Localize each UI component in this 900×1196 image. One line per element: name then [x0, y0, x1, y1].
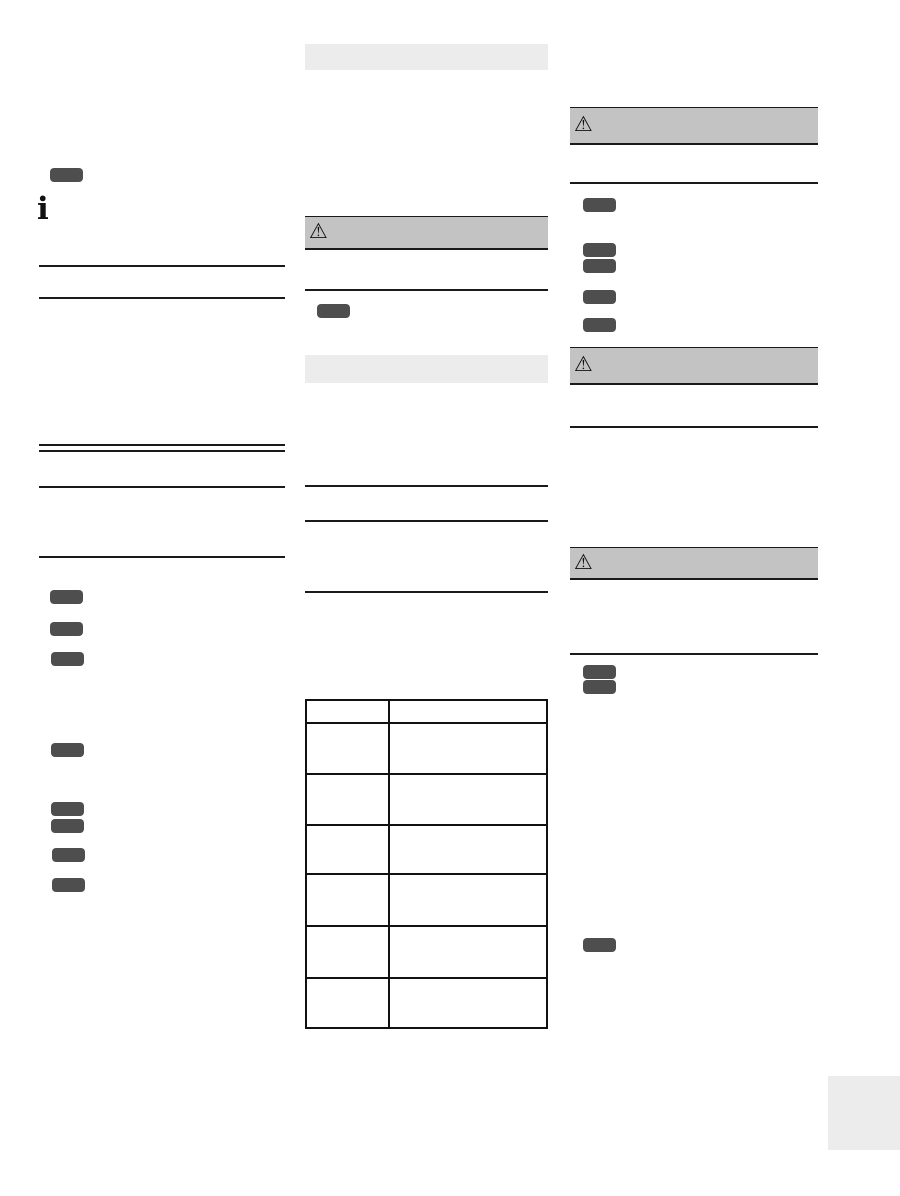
info-icon: i — [37, 191, 49, 227]
horizontal-rule — [305, 289, 548, 291]
table-cell — [306, 723, 389, 774]
table-cell — [306, 926, 389, 978]
table-cell — [389, 874, 547, 926]
section-heading-bar — [305, 355, 548, 383]
table-cell — [306, 874, 389, 926]
redacted-text-badge — [51, 743, 84, 757]
table-row — [306, 926, 547, 978]
table-cell — [389, 825, 547, 874]
redacted-text-badge — [583, 290, 616, 304]
redacted-text-badge — [50, 622, 83, 636]
table-cell — [389, 700, 547, 723]
horizontal-rule — [570, 426, 818, 428]
table-cell — [389, 774, 547, 825]
horizontal-rule — [570, 182, 818, 184]
horizontal-rule — [305, 520, 548, 522]
horizontal-rule — [39, 265, 285, 267]
redacted-text-badge — [583, 198, 616, 212]
table-cell — [389, 723, 547, 774]
redacted-text-badge — [52, 848, 85, 862]
page-number-block — [828, 1076, 900, 1150]
redacted-text-badge — [52, 878, 85, 892]
horizontal-rule — [305, 485, 548, 487]
horizontal-rule — [39, 486, 285, 488]
warning-heading-bar — [570, 347, 818, 385]
table-row — [306, 774, 547, 825]
redacted-text-badge — [583, 318, 616, 332]
redacted-text-badge — [317, 304, 350, 318]
redacted-text-badge — [583, 938, 616, 952]
table-row — [306, 825, 547, 874]
horizontal-rule — [570, 653, 818, 655]
redacted-text-badge — [583, 680, 616, 694]
table-row — [306, 978, 547, 1028]
table-header-row — [306, 700, 547, 723]
table-row — [306, 874, 547, 926]
redacted-text-badge — [583, 243, 616, 257]
warning-icon: ⚠ — [574, 352, 593, 376]
table-cell — [389, 978, 547, 1028]
warning-heading-bar — [570, 107, 818, 145]
warning-icon: ⚠ — [309, 219, 328, 243]
warning-icon: ⚠ — [574, 549, 593, 574]
redacted-text-badge — [51, 652, 84, 666]
horizontal-rule — [305, 591, 548, 593]
section-heading-bar — [305, 44, 548, 70]
double-rule-bottom — [39, 450, 285, 452]
table-cell — [306, 825, 389, 874]
redacted-text-badge — [583, 259, 616, 273]
table-cell — [306, 978, 389, 1028]
redacted-text-badge — [51, 802, 84, 816]
table-cell — [389, 926, 547, 978]
horizontal-rule — [39, 556, 285, 558]
warning-heading-bar — [570, 547, 818, 580]
table-cell — [306, 774, 389, 825]
table-cell — [306, 700, 389, 723]
double-rule-top — [39, 444, 285, 446]
redacted-text-badge — [51, 819, 84, 833]
empty-data-table — [305, 699, 548, 1029]
horizontal-rule — [39, 297, 285, 299]
warning-heading-bar — [305, 216, 548, 250]
redacted-text-badge — [50, 168, 83, 182]
redacted-text-badge — [583, 665, 616, 679]
redacted-text-badge — [50, 590, 83, 604]
table-row — [306, 723, 547, 774]
warning-icon: ⚠ — [574, 112, 593, 136]
